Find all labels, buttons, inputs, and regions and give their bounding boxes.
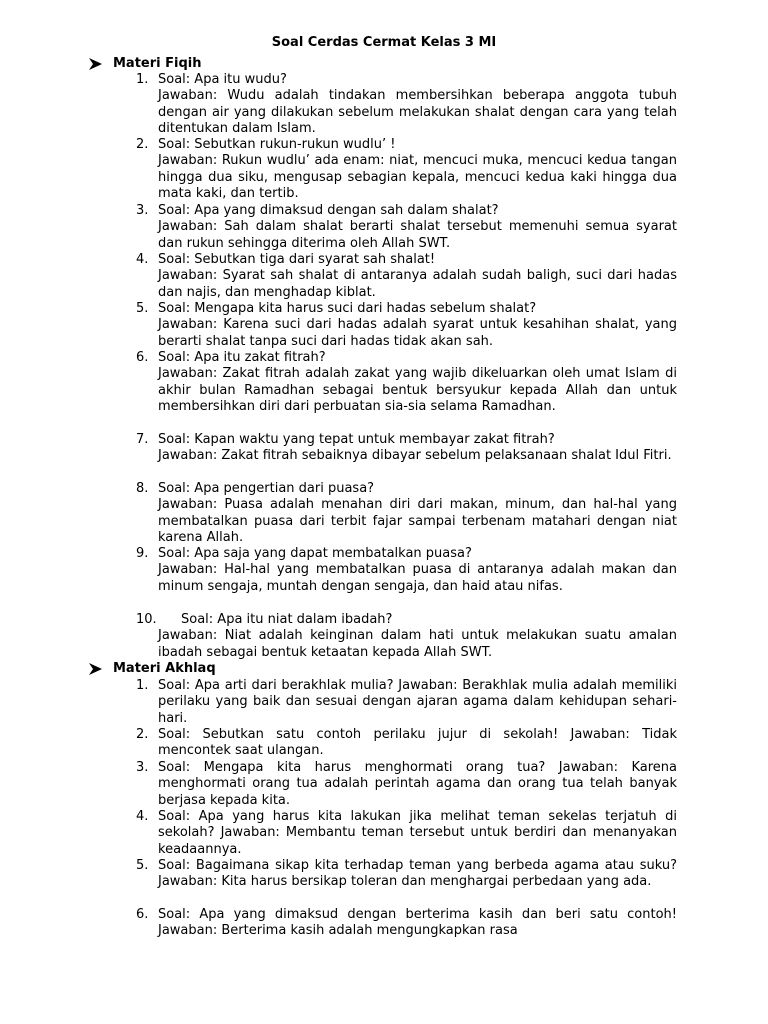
qa-text: Soal: Sebutkan satu contoh perilaku jujur di sekolah! Jawaban: Tidak mencontek saat ulangan. bbox=[158, 727, 677, 759]
list-item bbox=[136, 546, 677, 595]
item-number: 7. bbox=[136, 432, 149, 447]
question-text: Soal: Apa yang dimaksud dengan sah dalam shalat? bbox=[158, 203, 499, 218]
item-number: 1. bbox=[136, 678, 149, 693]
list-item bbox=[136, 858, 677, 891]
answer-text: Jawaban: Wudu adalah tindakan membersihkan beberapa anggota tubuh dengan air yang dilakukan sebelum melakukan shalat dengan cara yang telah ditentukan dalam Islam. bbox=[158, 88, 677, 136]
list-item bbox=[136, 481, 677, 546]
item-number: 10. bbox=[136, 612, 157, 627]
arrow-bullet-icon bbox=[89, 58, 102, 70]
list-item bbox=[136, 809, 677, 858]
document-title: Soal Cerdas Cermat Kelas 3 MI bbox=[271, 35, 497, 50]
question-text: Soal: Sebutkan tiga dari syarat sah shalat! bbox=[158, 252, 436, 267]
answer-text: Jawaban: Rukun wudlu’ ada enam: niat, mencuci muka, mencuci kedua tangan hingga dua siku, mengusap sebagian kepala, mencuci kedua kaki hingga dua mata kaki, dan tertib. bbox=[158, 153, 677, 201]
item-number: 3. bbox=[136, 760, 149, 775]
list-item bbox=[136, 727, 677, 760]
item-number: 5. bbox=[136, 301, 149, 316]
list-item bbox=[136, 432, 677, 465]
arrow-bullet-icon bbox=[89, 663, 102, 675]
item-number: 8. bbox=[136, 481, 149, 496]
answer-text: Jawaban: Hal-hal yang membatalkan puasa di antaranya adalah makan dan minum sengaja, muntah dengan sengaja, dan haid atau nifas. bbox=[158, 562, 677, 594]
answer-text: Jawaban: Zakat fitrah adalah zakat yang wajib dikeluarkan oleh umat Islam di akhir bulan Ramadhan sebagai bentuk bersyukur kepada Allah dan untuk membersihkan diri dari perbuatan sia-sia selama Ramadhan. bbox=[158, 366, 677, 414]
list-item bbox=[136, 350, 677, 415]
qa-text: Soal: Apa arti dari berakhlak mulia? Jawaban: Berakhlak mulia adalah memiliki perilaku yang baik dan sesuai dengan ajaran agama dalam kehidupan sehari-hari. bbox=[158, 678, 677, 726]
item-number: 1. bbox=[136, 72, 149, 87]
item-number: 6. bbox=[136, 907, 149, 922]
question-text: Soal: Apa itu niat dalam ibadah? bbox=[181, 612, 393, 627]
answer-text: Jawaban: Puasa adalah menahan diri dari makan, minum, dan hal-hal yang membatalkan puasa dari terbit fajar sampai terbenam matahari dengan niat karena Allah. bbox=[158, 497, 677, 545]
list-item bbox=[136, 760, 677, 809]
qa-text: Soal: Bagaimana sikap kita terhadap teman yang berbeda agama atau suku? Jawaban: Kita harus bersikap toleran dan menghargai perbedaan yang ada. bbox=[158, 858, 677, 890]
section-heading-label: Materi Fiqih bbox=[113, 56, 202, 71]
question-text: Soal: Kapan waktu yang tepat untuk membayar zakat fitrah? bbox=[158, 432, 555, 447]
item-number: 3. bbox=[136, 203, 149, 218]
qa-text: Soal: Mengapa kita harus menghormati orang tua? Jawaban: Karena menghormati orang tua adalah perintah agama dan orang tua telah banyak berjasa kepada kita. bbox=[158, 760, 677, 808]
item-number: 6. bbox=[136, 350, 149, 365]
question-text: Soal: Apa itu zakat fitrah? bbox=[158, 350, 326, 365]
question-text: Soal: Mengapa kita harus suci dari hadas sebelum shalat? bbox=[158, 301, 537, 316]
qa-text: Soal: Apa yang harus kita lakukan jika melihat teman sekelas terjatuh di sekolah? Jawaban: Membantu teman tersebut untuk berdiri dan menanyakan keadaannya. bbox=[158, 809, 677, 857]
section-heading-fiqih bbox=[89, 56, 202, 72]
question-text: Soal: Apa itu wudu? bbox=[158, 72, 287, 87]
answer-text: Jawaban: Karena suci dari hadas adalah syarat untuk kesahihan shalat, yang berarti shalat tanpa suci dari hadas tidak akan sah. bbox=[158, 317, 677, 349]
list-item bbox=[136, 72, 677, 137]
item-number: 9. bbox=[136, 546, 149, 561]
answer-text: Jawaban: Sah dalam shalat berarti shalat tersebut memenuhi semua syarat dan rukun sehingga diterima oleh Allah SWT. bbox=[158, 219, 677, 251]
item-number: 2. bbox=[136, 137, 149, 152]
list-item bbox=[136, 907, 677, 940]
question-text: Soal: Apa pengertian dari puasa? bbox=[158, 481, 375, 496]
question-text: Soal: Sebutkan rukun-rukun wudlu’ ! bbox=[158, 137, 396, 152]
list-item bbox=[136, 252, 677, 301]
qa-text: Soal: Apa yang dimaksud dengan berterima kasih dan beri satu contoh! Jawaban: Berterima kasih adalah mengungkapkan rasa bbox=[158, 907, 677, 939]
item-number: 4. bbox=[136, 809, 149, 824]
section-heading-label: Materi Akhlaq bbox=[113, 661, 216, 676]
answer-text: Jawaban: Syarat sah shalat di antaranya adalah sudah baligh, suci dari hadas dan najis, dan menghadap kiblat. bbox=[158, 268, 677, 300]
list-item bbox=[136, 612, 677, 661]
item-number: 4. bbox=[136, 252, 149, 267]
question-text: Soal: Apa saja yang dapat membatalkan puasa? bbox=[158, 546, 472, 561]
list-item bbox=[136, 203, 677, 252]
list-item bbox=[136, 678, 677, 727]
list-item bbox=[136, 137, 677, 202]
list-item bbox=[136, 301, 677, 350]
answer-text: Jawaban: Niat adalah keinginan dalam hati untuk melakukan suatu amalan ibadah sebagai bentuk ketaatan kepada Allah SWT. bbox=[158, 628, 677, 660]
answer-text: Jawaban: Zakat fitrah sebaiknya dibayar sebelum pelaksanaan shalat Idul Fitri. bbox=[158, 448, 672, 464]
section-heading-akhlaq bbox=[89, 661, 216, 677]
item-number: 5. bbox=[136, 858, 149, 873]
item-number: 2. bbox=[136, 727, 149, 742]
